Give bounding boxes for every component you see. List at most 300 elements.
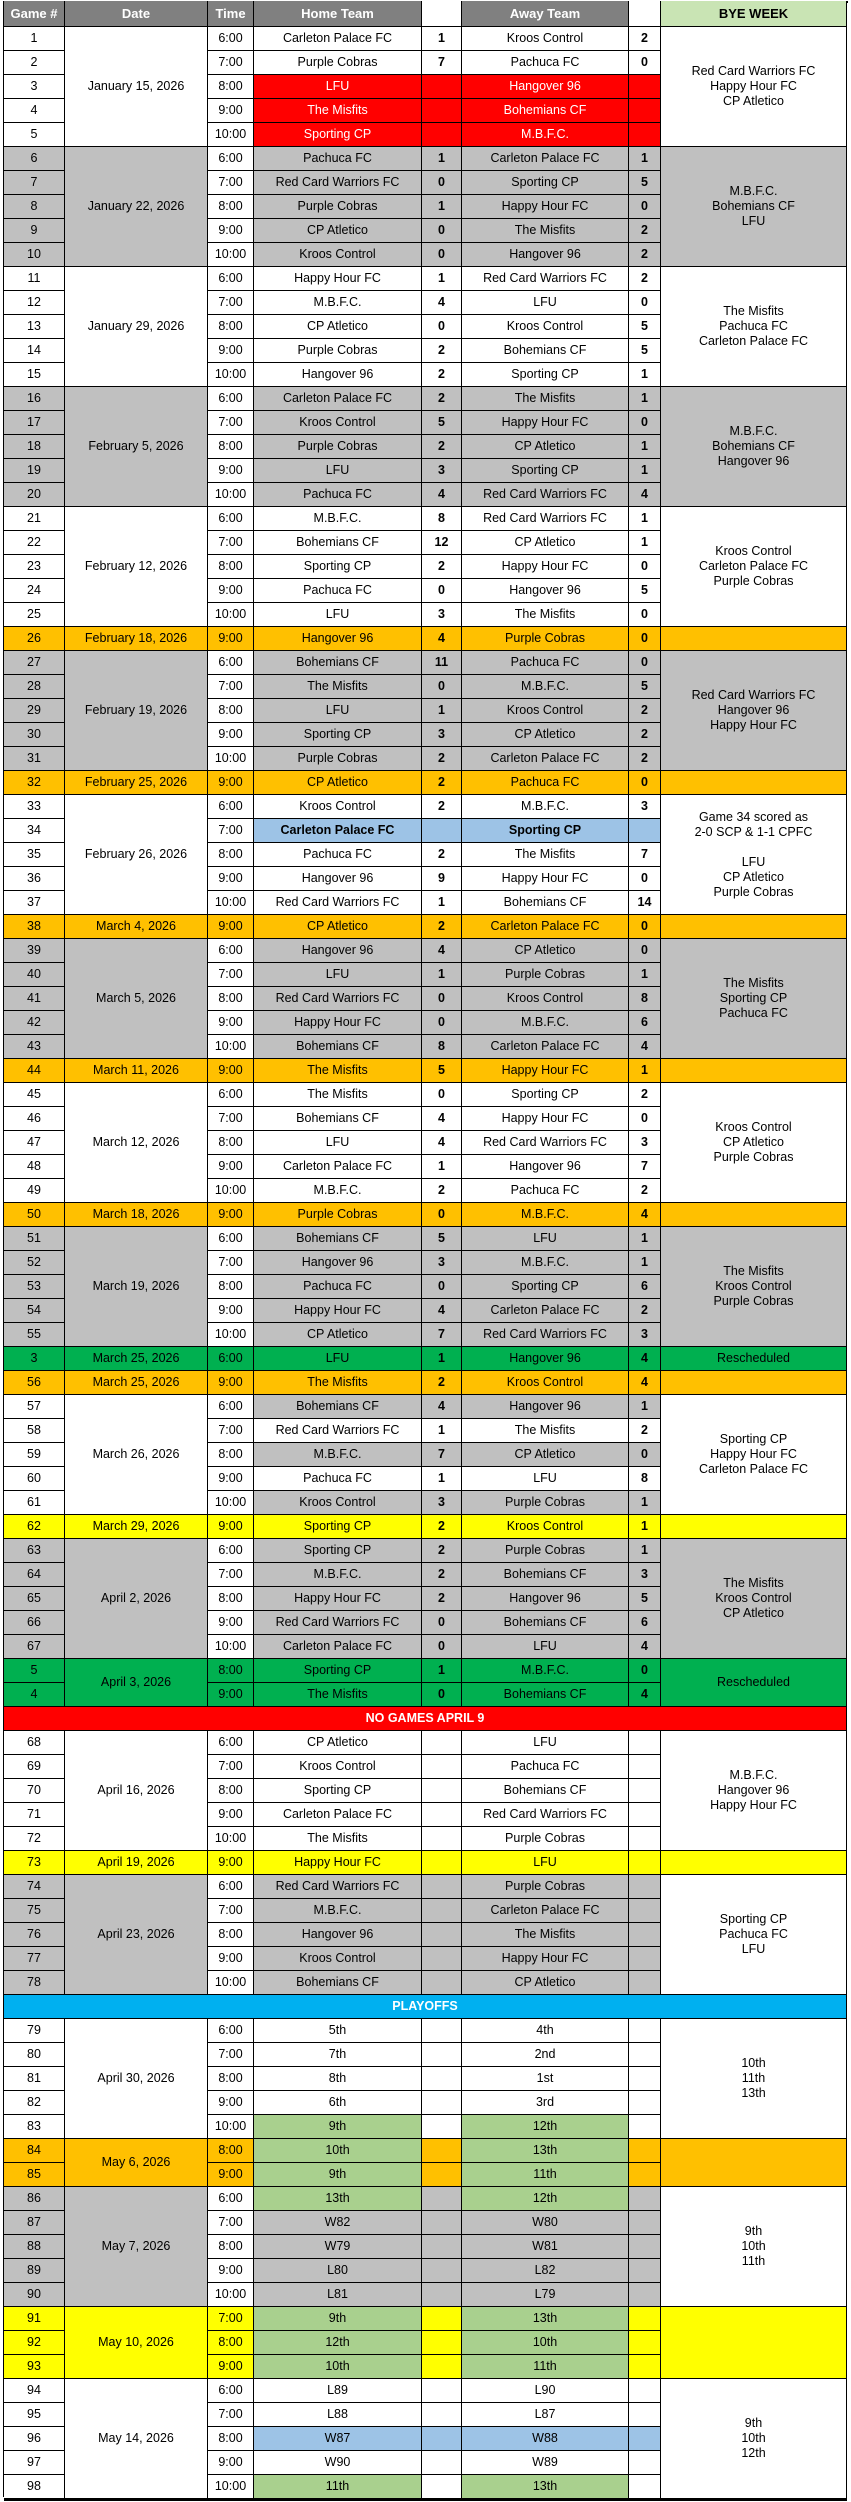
away-team: 1st	[462, 2067, 629, 2091]
bye-team: M.B.F.C.	[729, 1768, 778, 1782]
away-score: 7	[629, 1155, 661, 1179]
away-team: Purple Cobras	[462, 1491, 629, 1515]
home-score: 3	[422, 459, 462, 483]
home-score	[422, 1899, 462, 1923]
away-score	[629, 1779, 661, 1803]
game-time: 7:00	[208, 1899, 254, 1923]
game-number: 34	[4, 819, 65, 843]
home-team: Sporting CP	[254, 1515, 422, 1539]
home-team: M.B.F.C.	[254, 1563, 422, 1587]
away-score: 2	[629, 1179, 661, 1203]
home-score: 1	[422, 699, 462, 723]
away-team: W89	[462, 2451, 629, 2475]
away-score: 1	[629, 531, 661, 555]
away-team: L90	[462, 2379, 629, 2403]
game-number: 74	[4, 1875, 65, 1899]
away-score	[629, 2043, 661, 2067]
game-time: 10:00	[208, 1035, 254, 1059]
game-number: 13	[4, 315, 65, 339]
home-team: The Misfits	[254, 99, 422, 123]
away-team: Red Card Warriors FC	[462, 483, 629, 507]
away-score	[629, 2475, 661, 2499]
bye-team: Game 34 scored as	[698, 809, 809, 824]
bye-week-teams	[661, 267, 847, 387]
home-score: 5	[422, 411, 462, 435]
home-score	[422, 1779, 462, 1803]
game-time: 10:00	[208, 1179, 254, 1203]
block-date: April 16, 2026	[65, 1731, 208, 1851]
game-number: 39	[4, 939, 65, 963]
home-team: Red Card Warriors FC	[254, 1875, 422, 1899]
away-team: 2nd	[462, 2043, 629, 2067]
game-number: 33	[4, 795, 65, 819]
game-time: 9:00	[208, 1011, 254, 1035]
game-number: 73	[4, 1851, 65, 1875]
home-score	[422, 2403, 462, 2427]
game-time: 7:00	[208, 411, 254, 435]
home-score: 4	[422, 627, 462, 651]
bye-team: Carleton Palace FC	[698, 559, 809, 573]
game-number: 15	[4, 363, 65, 387]
bye-team: CP Atletico	[723, 1606, 784, 1620]
away-score: 4	[629, 1035, 661, 1059]
away-score	[629, 2139, 661, 2163]
game-number: 17	[4, 411, 65, 435]
away-score: 6	[629, 1275, 661, 1299]
away-score: 4	[629, 1203, 661, 1227]
game-number: 70	[4, 1779, 65, 1803]
game-number: 12	[4, 291, 65, 315]
bye-week-teams	[661, 387, 847, 507]
away-score	[629, 99, 661, 123]
game-number: 18	[4, 435, 65, 459]
home-score	[422, 2235, 462, 2259]
bye-team: Red Card Warriors FC	[691, 64, 816, 78]
home-team: Hangover 96	[254, 1923, 422, 1947]
away-team: M.B.F.C.	[462, 1251, 629, 1275]
away-team: W80	[462, 2211, 629, 2235]
header-game-number: Game #	[4, 1, 65, 27]
home-team: Purple Cobras	[254, 747, 422, 771]
home-score: 2	[422, 795, 462, 819]
header-home-team: Home Team	[254, 1, 422, 27]
game-time: 9:00	[208, 1059, 254, 1083]
home-team: 8th	[254, 2067, 422, 2091]
game-time: 6:00	[208, 1347, 254, 1371]
away-team: 4th	[462, 2019, 629, 2043]
away-team: LFU	[462, 1731, 629, 1755]
away-team: The Misfits	[462, 387, 629, 411]
game-time: 7:00	[208, 531, 254, 555]
away-score	[629, 1971, 661, 1995]
game-date: March 11, 2026	[65, 1059, 208, 1083]
game-time: 6:00	[208, 1395, 254, 1419]
away-score	[629, 2091, 661, 2115]
away-team: Pachuca FC	[462, 651, 629, 675]
bye-week-note	[661, 915, 847, 939]
away-score	[629, 2235, 661, 2259]
home-score	[422, 2139, 462, 2163]
away-score	[629, 75, 661, 99]
home-score: 1	[422, 1347, 462, 1371]
home-team: Sporting CP	[254, 1779, 422, 1803]
game-time: 8:00	[208, 1275, 254, 1299]
game-number: 2	[4, 51, 65, 75]
away-score: 2	[629, 723, 661, 747]
bye-team: CP Atletico	[723, 1135, 784, 1149]
away-score: 0	[629, 915, 661, 939]
away-score: 0	[629, 1107, 661, 1131]
home-team: Happy Hour FC	[254, 1851, 422, 1875]
home-score: 1	[422, 195, 462, 219]
away-team: 10th	[462, 2331, 629, 2355]
away-team: Bohemians CF	[462, 1683, 629, 1707]
game-time: 8:00	[208, 2235, 254, 2259]
home-score: 7	[422, 1443, 462, 1467]
home-score	[422, 1923, 462, 1947]
home-team: Bohemians CF	[254, 531, 422, 555]
bye-team: 10th	[741, 2431, 766, 2445]
game-number: 61	[4, 1491, 65, 1515]
bye-team: Carleton Palace FC	[698, 1462, 809, 1476]
bye-week-teams	[661, 1875, 847, 1995]
game-number: 28	[4, 675, 65, 699]
away-team: Kroos Control	[462, 699, 629, 723]
home-team: Kroos Control	[254, 1947, 422, 1971]
game-number: 4	[4, 1683, 65, 1707]
home-score: 0	[422, 1635, 462, 1659]
home-score	[422, 1971, 462, 1995]
game-time: 7:00	[208, 291, 254, 315]
game-number: 95	[4, 2403, 65, 2427]
game-time: 7:00	[208, 963, 254, 987]
away-score: 1	[629, 1059, 661, 1083]
home-score: 1	[422, 267, 462, 291]
game-number: 94	[4, 2379, 65, 2403]
game-time: 6:00	[208, 387, 254, 411]
away-score	[629, 2115, 661, 2139]
game-number: 50	[4, 1203, 65, 1227]
away-score: 7	[629, 843, 661, 867]
bye-week-note	[661, 627, 847, 651]
game-time: 8:00	[208, 699, 254, 723]
home-score: 1	[422, 147, 462, 171]
home-team: M.B.F.C.	[254, 507, 422, 531]
home-score	[422, 819, 462, 843]
away-team: Red Card Warriors FC	[462, 1323, 629, 1347]
home-team: 11th	[254, 2475, 422, 2499]
away-score: 1	[629, 387, 661, 411]
away-score	[629, 1923, 661, 1947]
block-date: January 22, 2026	[65, 147, 208, 267]
away-score: 1	[629, 507, 661, 531]
game-date: March 25, 2026	[65, 1371, 208, 1395]
home-score: 7	[422, 1323, 462, 1347]
home-score: 3	[422, 603, 462, 627]
home-team: Pachuca FC	[254, 1467, 422, 1491]
away-score	[629, 2187, 661, 2211]
game-time: 9:00	[208, 2091, 254, 2115]
block-date: April 2, 2026	[65, 1539, 208, 1659]
game-number: 83	[4, 2115, 65, 2139]
game-number: 46	[4, 1107, 65, 1131]
home-score	[422, 1827, 462, 1851]
home-team: Happy Hour FC	[254, 1587, 422, 1611]
home-team: Hangover 96	[254, 1251, 422, 1275]
home-score: 2	[422, 771, 462, 795]
game-number: 89	[4, 2259, 65, 2283]
home-score	[422, 99, 462, 123]
away-team: Hangover 96	[462, 1587, 629, 1611]
away-team: 13th	[462, 2475, 629, 2499]
bye-team: Purple Cobras	[713, 574, 794, 588]
away-score: 4	[629, 483, 661, 507]
home-score: 3	[422, 1251, 462, 1275]
away-score	[629, 1851, 661, 1875]
home-score	[422, 2259, 462, 2283]
away-team: L79	[462, 2283, 629, 2307]
home-score	[422, 2331, 462, 2355]
away-team: 12th	[462, 2115, 629, 2139]
game-time: 10:00	[208, 363, 254, 387]
game-time: 8:00	[208, 315, 254, 339]
game-number: 48	[4, 1155, 65, 1179]
bye-team: 10th	[741, 2056, 766, 2070]
bye-team: LFU	[741, 1942, 766, 1956]
home-team: CP Atletico	[254, 219, 422, 243]
away-team: Happy Hour FC	[462, 1107, 629, 1131]
home-score: 5	[422, 1227, 462, 1251]
away-team: M.B.F.C.	[462, 795, 629, 819]
header-bye-week: BYE WEEK	[661, 1, 847, 27]
away-team: The Misfits	[462, 219, 629, 243]
away-team: Happy Hour FC	[462, 867, 629, 891]
bye-week-note: Rescheduled	[661, 1347, 847, 1371]
away-team: Bohemians CF	[462, 339, 629, 363]
home-team: Kroos Control	[254, 795, 422, 819]
block-date: February 5, 2026	[65, 387, 208, 507]
bye-team: Carleton Palace FC	[698, 334, 809, 348]
home-team: The Misfits	[254, 1059, 422, 1083]
section-banner: NO GAMES APRIL 9	[4, 1707, 847, 1731]
game-number: 79	[4, 2019, 65, 2043]
away-team: LFU	[462, 291, 629, 315]
away-score: 2	[629, 1083, 661, 1107]
home-team: Hangover 96	[254, 363, 422, 387]
home-team: The Misfits	[254, 1371, 422, 1395]
game-number: 24	[4, 579, 65, 603]
away-team: LFU	[462, 1851, 629, 1875]
away-team: Carleton Palace FC	[462, 147, 629, 171]
bye-team: 2-0 SCP & 1-1 CPFC	[694, 824, 813, 839]
game-time: 9:00	[208, 459, 254, 483]
block-date: May 10, 2026	[65, 2307, 208, 2379]
home-team: Bohemians CF	[254, 1227, 422, 1251]
bye-team: Bohemians CF	[712, 199, 795, 213]
game-time: 8:00	[208, 2067, 254, 2091]
game-time: 10:00	[208, 2475, 254, 2499]
home-team: Purple Cobras	[254, 435, 422, 459]
home-score: 2	[422, 555, 462, 579]
block-date: March 26, 2026	[65, 1395, 208, 1515]
home-team: 13th	[254, 2187, 422, 2211]
bye-team: Hangover 96	[717, 1783, 790, 1797]
game-number: 8	[4, 195, 65, 219]
home-score: 1	[422, 27, 462, 51]
home-team: L88	[254, 2403, 422, 2427]
game-time: 10:00	[208, 2115, 254, 2139]
away-score: 5	[629, 1587, 661, 1611]
bye-team: 10th	[741, 2239, 766, 2253]
home-score	[422, 1947, 462, 1971]
bye-week-teams	[661, 1731, 847, 1851]
home-score: 2	[422, 387, 462, 411]
home-team: Bohemians CF	[254, 1971, 422, 1995]
bye-week-note	[661, 1371, 847, 1395]
bye-team: Red Card Warriors FC	[691, 688, 816, 702]
game-number: 21	[4, 507, 65, 531]
game-time: 7:00	[208, 1755, 254, 1779]
home-score: 0	[422, 219, 462, 243]
home-score: 4	[422, 291, 462, 315]
bye-week-teams	[661, 2187, 847, 2307]
away-score: 2	[629, 243, 661, 267]
home-team: 9th	[254, 2163, 422, 2187]
bye-team: Happy Hour FC	[710, 718, 797, 732]
home-team: LFU	[254, 699, 422, 723]
home-score	[422, 1803, 462, 1827]
game-time: 9:00	[208, 1299, 254, 1323]
game-time: 9:00	[208, 579, 254, 603]
away-score	[629, 2355, 661, 2379]
game-number: 82	[4, 2091, 65, 2115]
game-number: 92	[4, 2331, 65, 2355]
away-score	[629, 2211, 661, 2235]
home-score	[422, 2067, 462, 2091]
bye-week-teams	[661, 1227, 847, 1347]
game-number: 43	[4, 1035, 65, 1059]
game-time: 6:00	[208, 1731, 254, 1755]
away-score: 2	[629, 27, 661, 51]
game-time: 9:00	[208, 1611, 254, 1635]
game-number: 1	[4, 27, 65, 51]
away-team: 13th	[462, 2307, 629, 2331]
game-time: 9:00	[208, 1203, 254, 1227]
away-team: CP Atletico	[462, 1443, 629, 1467]
away-team: Kroos Control	[462, 27, 629, 51]
home-score: 4	[422, 483, 462, 507]
home-team: Purple Cobras	[254, 195, 422, 219]
game-number: 60	[4, 1467, 65, 1491]
home-score	[422, 2187, 462, 2211]
away-score: 1	[629, 1251, 661, 1275]
game-time: 10:00	[208, 483, 254, 507]
game-number: 7	[4, 171, 65, 195]
game-number: 64	[4, 1563, 65, 1587]
home-score	[422, 2355, 462, 2379]
game-number: 71	[4, 1803, 65, 1827]
home-team: Kroos Control	[254, 243, 422, 267]
game-time: 9:00	[208, 1683, 254, 1707]
home-team: Bohemians CF	[254, 1035, 422, 1059]
game-number: 44	[4, 1059, 65, 1083]
bye-week-teams	[661, 2307, 847, 2379]
away-team: CP Atletico	[462, 435, 629, 459]
game-time: 7:00	[208, 2211, 254, 2235]
home-score: 12	[422, 531, 462, 555]
game-date: March 29, 2026	[65, 1515, 208, 1539]
away-team: 3rd	[462, 2091, 629, 2115]
home-team: M.B.F.C.	[254, 1443, 422, 1467]
game-time: 8:00	[208, 1659, 254, 1683]
group-divider	[4, 2498, 847, 2501]
game-number: 45	[4, 1083, 65, 1107]
home-score: 2	[422, 339, 462, 363]
game-number: 90	[4, 2283, 65, 2307]
game-time: 8:00	[208, 2331, 254, 2355]
away-team: LFU	[462, 1467, 629, 1491]
home-team: Carleton Palace FC	[254, 1155, 422, 1179]
block-date: May 7, 2026	[65, 2187, 208, 2307]
game-date: February 25, 2026	[65, 771, 208, 795]
home-score: 5	[422, 1059, 462, 1083]
away-team: Kroos Control	[462, 987, 629, 1011]
away-team: The Misfits	[462, 603, 629, 627]
block-date: February 26, 2026	[65, 795, 208, 915]
game-number: 30	[4, 723, 65, 747]
game-number: 69	[4, 1755, 65, 1779]
game-number: 52	[4, 1251, 65, 1275]
game-number: 84	[4, 2139, 65, 2163]
game-date: March 25, 2026	[65, 1347, 208, 1371]
home-score: 2	[422, 843, 462, 867]
away-team: Purple Cobras	[462, 963, 629, 987]
home-score	[422, 1875, 462, 1899]
game-time: 6:00	[208, 1539, 254, 1563]
game-number: 53	[4, 1275, 65, 1299]
game-time: 7:00	[208, 171, 254, 195]
away-team: Hangover 96	[462, 243, 629, 267]
game-date: March 18, 2026	[65, 1203, 208, 1227]
home-score	[422, 2451, 462, 2475]
home-team: CP Atletico	[254, 315, 422, 339]
bye-team: The Misfits	[723, 304, 784, 318]
away-score	[629, 2019, 661, 2043]
game-time: 10:00	[208, 1971, 254, 1995]
home-team: CP Atletico	[254, 1323, 422, 1347]
game-time: 6:00	[208, 651, 254, 675]
away-score	[629, 1731, 661, 1755]
home-score: 4	[422, 1299, 462, 1323]
home-team: M.B.F.C.	[254, 1179, 422, 1203]
away-score: 2	[629, 1419, 661, 1443]
home-score	[422, 1731, 462, 1755]
away-team: M.B.F.C.	[462, 1011, 629, 1035]
bye-week-teams	[661, 27, 847, 147]
away-score: 14	[629, 891, 661, 915]
away-team: Bohemians CF	[462, 1563, 629, 1587]
game-number: 11	[4, 267, 65, 291]
game-number: 51	[4, 1227, 65, 1251]
away-team: Purple Cobras	[462, 1875, 629, 1899]
bye-team: 9th	[744, 2224, 763, 2238]
game-time: 6:00	[208, 2187, 254, 2211]
away-score: 0	[629, 651, 661, 675]
away-team: Carleton Palace FC	[462, 915, 629, 939]
game-time: 6:00	[208, 2019, 254, 2043]
home-team: 9th	[254, 2307, 422, 2331]
game-number: 86	[4, 2187, 65, 2211]
